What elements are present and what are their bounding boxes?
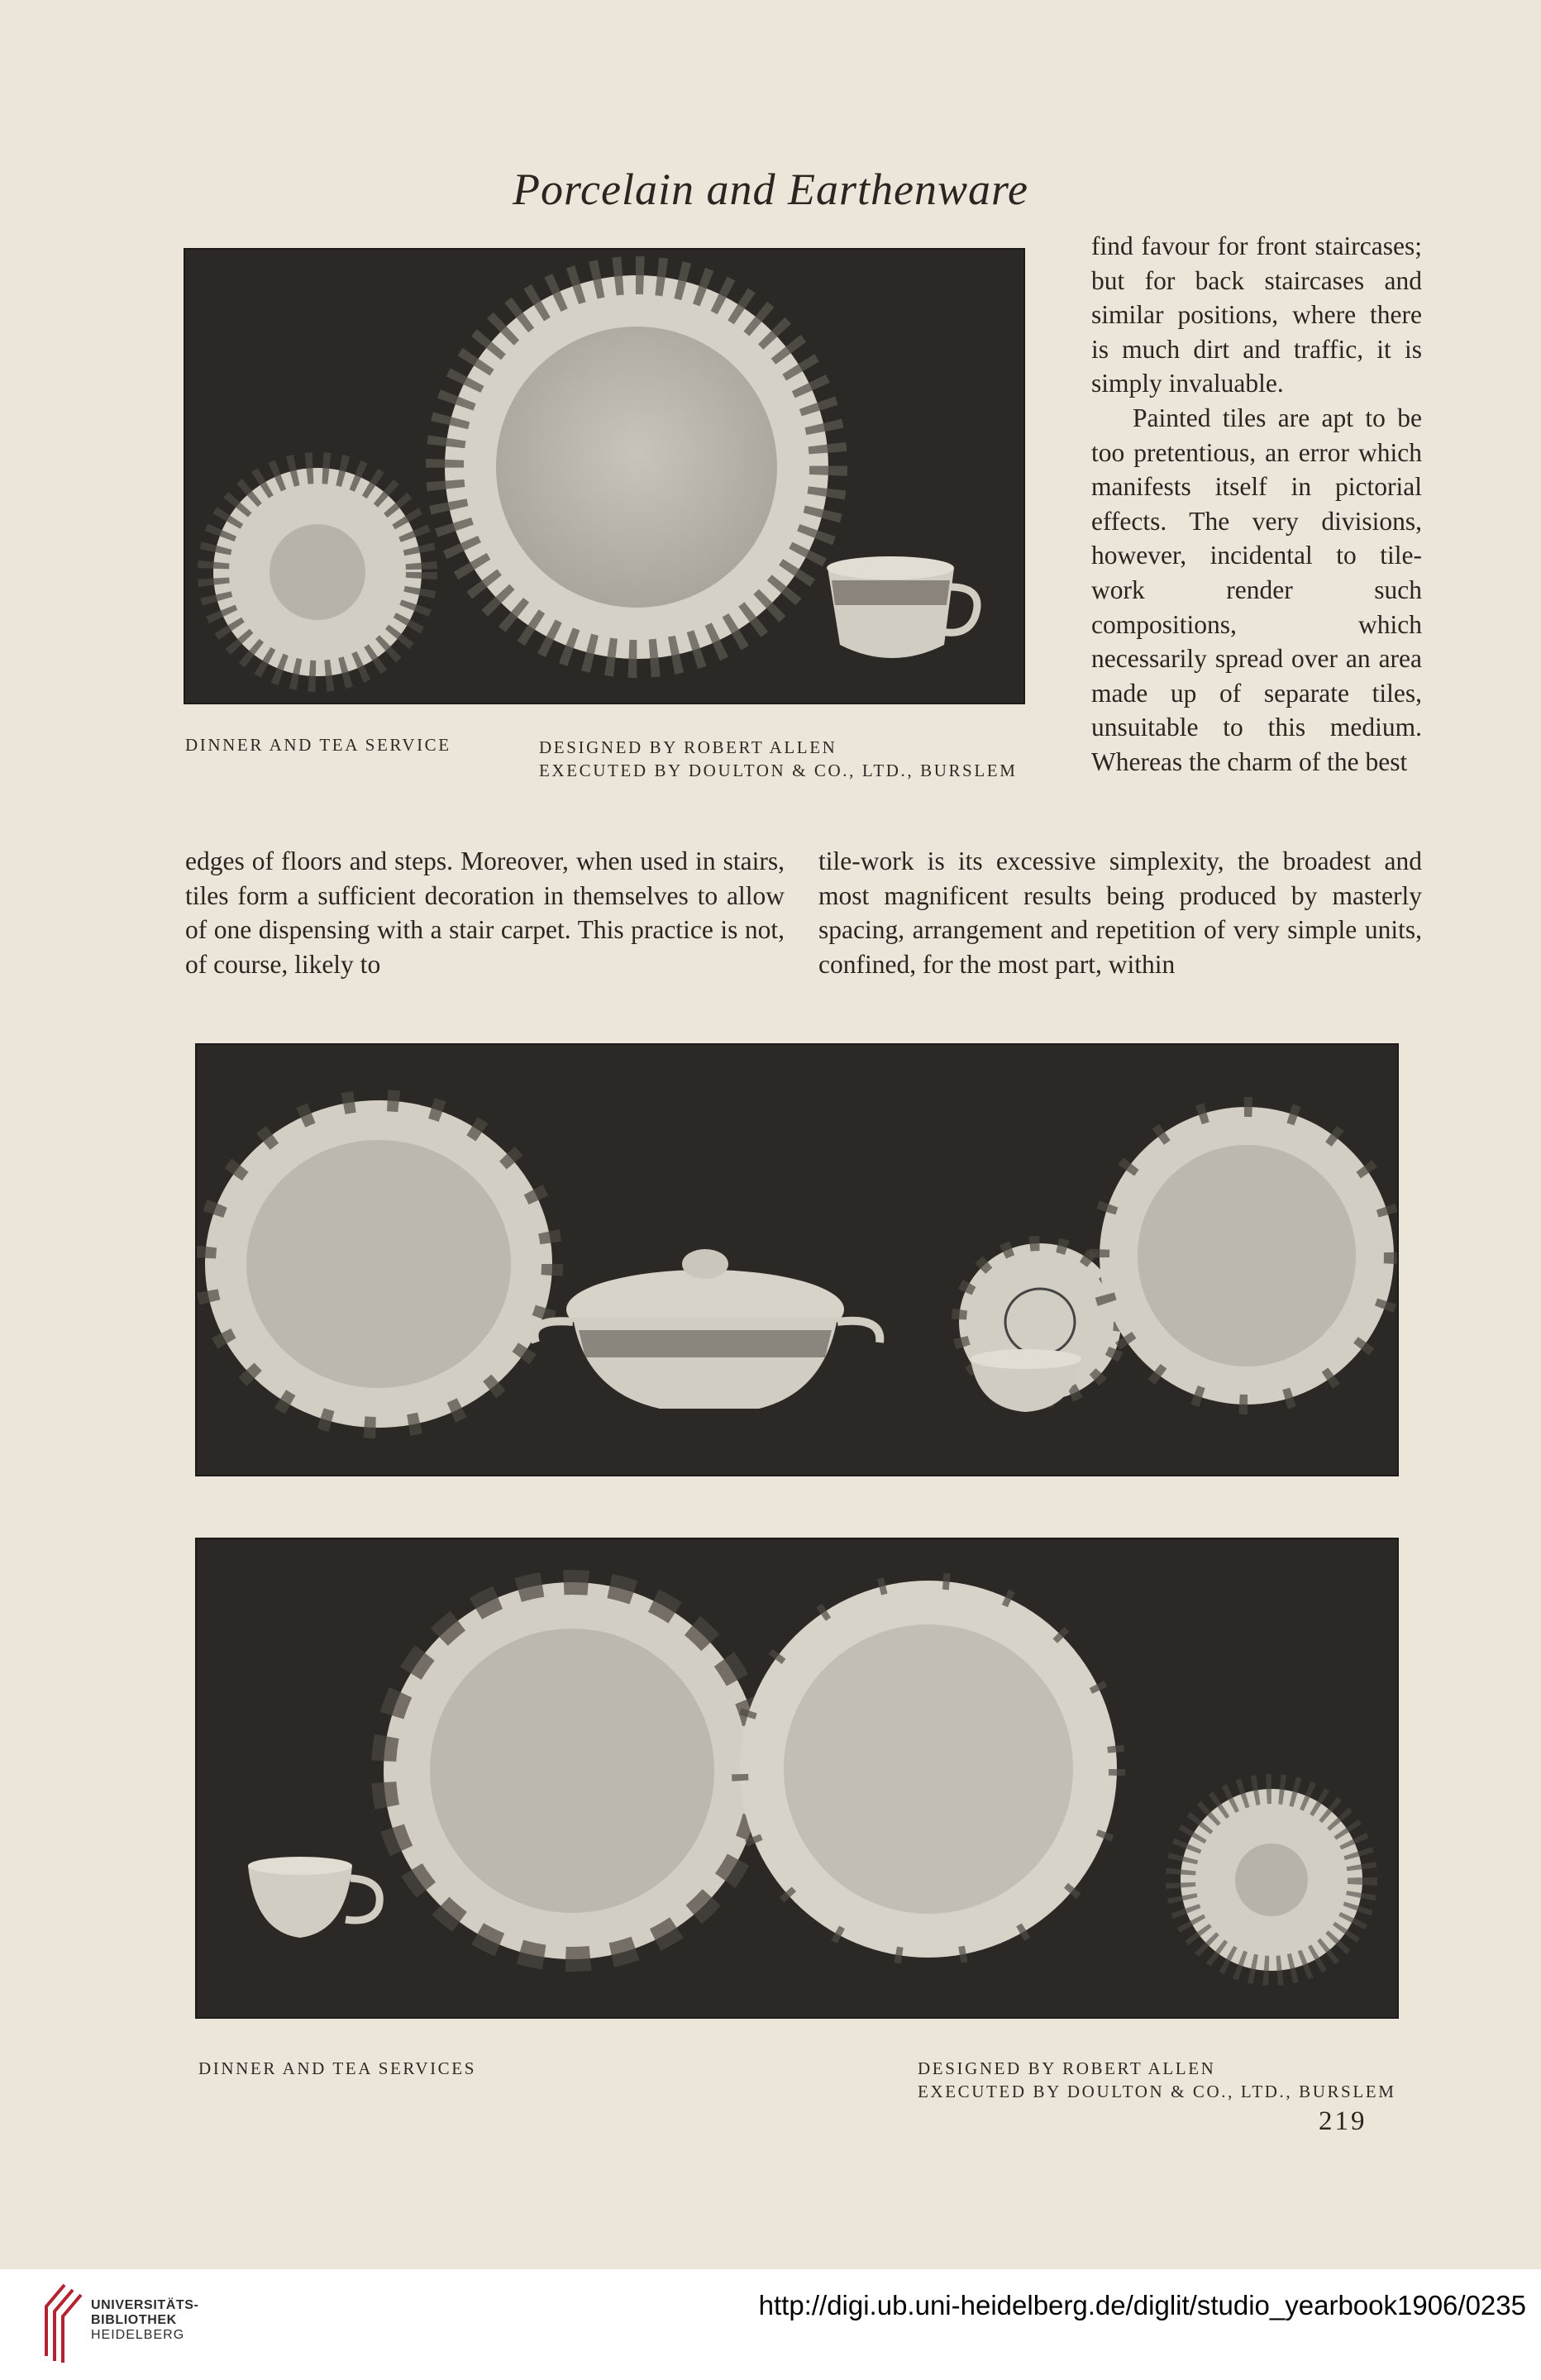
figure-2-illustration [197,1045,1397,1475]
right-column-text [1091,229,1422,780]
running-head: Porcelain and Earthenware [513,165,1028,214]
library-name-line-2: BIBLIOTHEK [91,2313,177,2327]
right-column-para-2: Painted tiles are apt to be too pretentious, an error which manifests itself in pictorial effects. The very divisions, however, incidental to tile-work render such compositions, which necessarily spread over an area made up of separate tiles, unsuitable to this medium. Whereas the charm of the best [1091,403,1422,776]
right-bottom-column-text: tile-work is its excessive simplexity, the broadest and most magnificent results being produced by masterly spacing, arrangement and repetition of very simple units, confined, for the most part, within [818,847,1422,979]
figure-1-caption-left: DINNER AND TEA SERVICE [185,735,451,755]
figure-2-photo [195,1043,1399,1476]
figure-1-caption-right-2: EXECUTED BY DOULTON & CO., LTD., BURSLEM [539,761,1018,780]
library-logo-icon [40,2280,83,2363]
footer-bar [0,2269,1541,2380]
library-name [91,2298,198,2343]
figure-3-caption-left: DINNER AND TEA SERVICES [198,2058,476,2078]
figure-3-illustration [197,1539,1397,2017]
figure-1-photo [184,248,1025,704]
right-column-para-1: find favour for front staircases; but for back staircases and similar positions, where there is much dirt and traffic, it is simply invaluable. [1091,231,1422,398]
library-name-line-3: HEIDELBERG [91,2328,185,2342]
page-number: 219 [1319,2106,1367,2136]
left-column-text: edges of floors and steps. Moreover, when used in stairs, tiles form a sufficient decoration in themselves to allow of one dispensing with a stair carpet. This practice is not, of course, likely to [185,847,785,979]
figure-1-caption-right-1: DESIGNED BY ROBERT ALLEN [539,737,837,757]
library-name-line-1: UNIVERSITÄTS- [91,2298,199,2312]
figure-3-caption-right-1: DESIGNED BY ROBERT ALLEN [918,2058,1216,2078]
figure-3-photo [195,1538,1399,2019]
source-url-link[interactable]: http://digi.ub.uni-heidelberg.de/diglit/studio_yearbook1906/0235 [758,2290,1526,2320]
figure-1-illustration [185,250,1023,703]
figure-3-caption-right-2: EXECUTED BY DOULTON & CO., LTD., BURSLEM [918,2082,1396,2101]
